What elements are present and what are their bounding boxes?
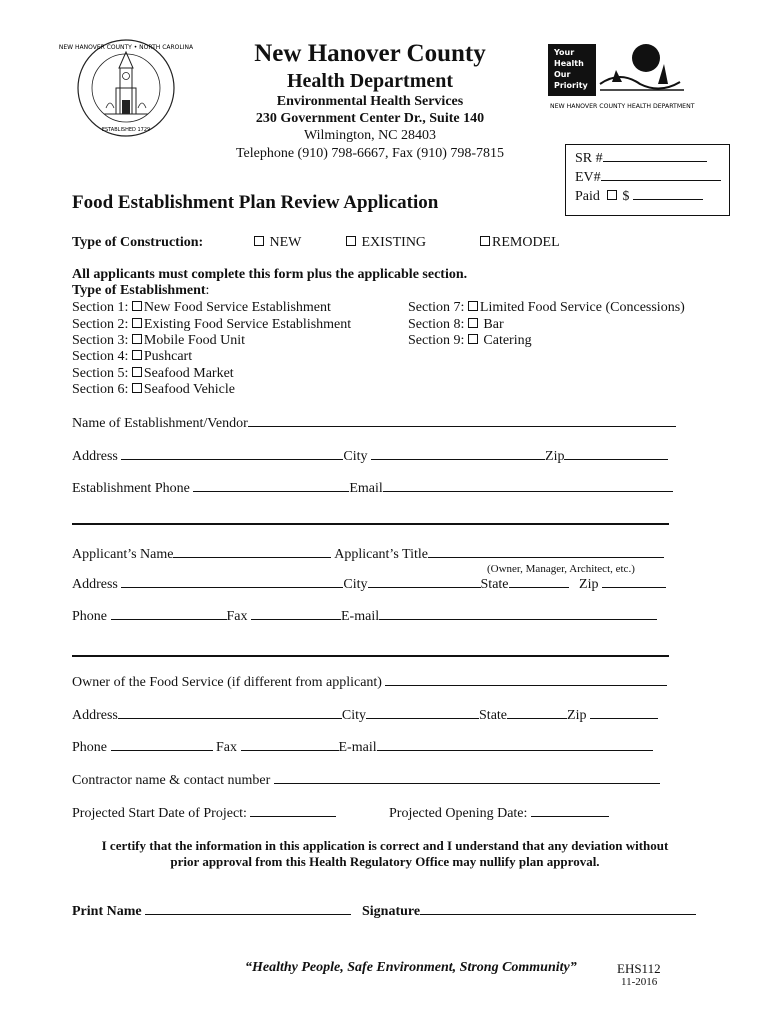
construction-existing-option[interactable]: [346, 235, 426, 251]
division-title: Environmental Health Services: [276, 94, 464, 109]
email-label: E-mail: [338, 740, 377, 755]
signature-label: Signature: [362, 904, 421, 919]
section-name: Catering: [483, 333, 532, 348]
sr-field[interactable]: [575, 150, 707, 167]
phone-label: Phone: [72, 609, 107, 624]
construction-remodel-label: REMODEL: [492, 235, 560, 250]
paid-field[interactable]: [575, 188, 703, 205]
section-option[interactable]: [72, 366, 234, 382]
instructions: All applicants must complete this form plus the applicable section.: [72, 267, 468, 282]
establishment-address-row[interactable]: [72, 448, 668, 465]
section-checkbox[interactable]: [468, 301, 478, 311]
section-option[interactable]: [408, 300, 685, 316]
section-divider: [72, 523, 669, 525]
section-option[interactable]: [408, 333, 532, 349]
fax-label: Fax: [216, 740, 237, 755]
city-label: City: [343, 577, 368, 592]
establishment-name-field[interactable]: [72, 415, 676, 432]
logo-caption: NEW HANOVER COUNTY HEALTH DEPARTMENT: [550, 103, 695, 110]
applicant-address-row[interactable]: [72, 576, 666, 593]
establishment-type-label: Type of Establishment: [72, 283, 206, 298]
section-name: New Food Service Establishment: [143, 300, 331, 315]
health-dept-logo: [548, 44, 695, 116]
paid-checkbox[interactable]: [607, 190, 617, 200]
certification-line1: I certify that the information in this application is correct and I understand that any deviation without: [101, 838, 669, 853]
applicant-title-label: Applicant’s Title: [334, 547, 428, 562]
opening-date-label: Projected Opening Date:: [389, 806, 528, 821]
opening-date-field[interactable]: [389, 805, 609, 822]
zip-label: Zip: [567, 708, 587, 723]
establishment-name-label: Name of Establishment/Vendor: [72, 416, 248, 431]
certification-line2: prior approval from this Health Regulatory Office may nullify plan approval.: [170, 854, 600, 869]
applicant-title-hint: (Owner, Manager, Architect, etc.): [487, 563, 635, 575]
section-option[interactable]: [72, 382, 235, 398]
footer-slogan: “Healthy People, Safe Environment, Strong Community”: [245, 960, 577, 975]
construction-new-option[interactable]: [254, 235, 301, 251]
address-label: Address: [72, 577, 118, 592]
owner-contact-row[interactable]: [72, 739, 653, 756]
contractor-field[interactable]: [72, 772, 660, 789]
ev-field[interactable]: [575, 169, 721, 186]
section-label: Section 1:: [72, 300, 129, 315]
county-title: New Hanover County: [254, 40, 486, 67]
section-label: Section 6:: [72, 382, 129, 397]
owner-label: Owner of the Food Service (if different from applicant): [72, 675, 382, 690]
section-option[interactable]: [408, 317, 504, 333]
owner-name-field[interactable]: [72, 674, 667, 691]
office-use-box: [565, 144, 730, 216]
address-label: Address: [72, 708, 118, 723]
section-label: Section 3:: [72, 333, 129, 348]
section-name: Seafood Vehicle: [143, 382, 235, 397]
section-option[interactable]: [72, 333, 245, 349]
section-checkbox[interactable]: [468, 334, 478, 344]
fax-label: Fax: [226, 609, 248, 624]
form-title: Food Establishment Plan Review Application: [72, 192, 439, 213]
phone-label: Phone: [72, 740, 107, 755]
applicant-name-row[interactable]: [72, 546, 664, 563]
section-label: Section 4:: [72, 349, 129, 364]
construction-new-label: NEW: [269, 235, 302, 250]
logo-line3: Our: [554, 70, 571, 79]
construction-existing-checkbox[interactable]: [346, 236, 356, 246]
owner-address-row[interactable]: [72, 707, 658, 724]
section-checkbox[interactable]: [132, 301, 142, 311]
section-checkbox[interactable]: [468, 318, 478, 328]
signature-field[interactable]: [362, 903, 696, 920]
section-name: Limited Food Service (Concessions): [479, 300, 685, 315]
section-name: Pushcart: [143, 349, 193, 364]
applicant-contact-row[interactable]: [72, 608, 657, 625]
state-label: State: [480, 577, 509, 592]
establishment-contact-row[interactable]: [72, 480, 673, 497]
section-name: Existing Food Service Establishment: [143, 317, 352, 332]
applicant-name-label: Applicant’s Name: [72, 547, 174, 562]
print-name-label: Print Name: [72, 904, 142, 919]
contractor-label: Contractor name & contact number: [72, 773, 271, 788]
state-label: State: [479, 708, 508, 723]
email-label: Email: [349, 481, 383, 496]
construction-existing-label: EXISTING: [361, 235, 427, 250]
form-code: EHS112: [617, 961, 661, 976]
section-label: Section 8:: [408, 317, 465, 332]
address-label: Address: [72, 449, 118, 464]
section-label: Section 2:: [72, 317, 129, 332]
section-label: Section 7:: [408, 300, 465, 315]
section-option[interactable]: [72, 317, 351, 333]
zip-label: Zip: [545, 449, 565, 464]
section-option[interactable]: [72, 300, 331, 316]
paid-label: Paid: [575, 189, 600, 204]
section-name: Mobile Food Unit: [143, 333, 246, 348]
construction-remodel-option[interactable]: [480, 235, 560, 251]
header-address: 230 Government Center Dr., Suite 140: [255, 111, 485, 126]
city-label: City: [341, 708, 367, 723]
section-label: Section 9:: [408, 333, 465, 348]
section-checkbox[interactable]: [132, 350, 142, 360]
start-date-label: Projected Start Date of Project:: [72, 806, 247, 821]
section-checkbox[interactable]: [132, 334, 142, 344]
ev-label: EV#: [575, 170, 601, 185]
section-checkbox[interactable]: [132, 318, 142, 328]
section-label: Section 5:: [72, 366, 129, 381]
section-divider: [72, 655, 669, 657]
start-date-field[interactable]: [72, 805, 336, 822]
form-revision: 11-2016: [621, 976, 658, 988]
zip-label: Zip: [579, 577, 599, 592]
header-city-line: Wilmington, NC 28403: [303, 128, 437, 143]
logo-line1: Your: [554, 48, 575, 57]
logo-line2: Health: [554, 59, 584, 68]
section-name: Bar: [483, 317, 504, 332]
section-checkbox[interactable]: [132, 367, 142, 377]
logo-line4: Priority: [554, 81, 588, 90]
department-title: Health Department: [286, 70, 454, 92]
email-label: E-mail: [341, 609, 380, 624]
construction-label: Type of Construction:: [72, 235, 204, 250]
print-name-field[interactable]: [72, 903, 351, 920]
seal-established-text: ESTABLISHED 1729: [101, 127, 151, 133]
header-phone-line: Telephone (910) 798-6667, Fax (910) 798-7815: [235, 146, 505, 161]
city-label: City: [343, 449, 368, 464]
construction-remodel-checkbox[interactable]: [480, 236, 490, 246]
seal-ring-text: NEW HANOVER COUNTY • NORTH CAROLINA: [58, 44, 194, 51]
sr-label: SR #: [575, 151, 603, 166]
construction-new-checkbox[interactable]: [254, 236, 264, 246]
section-option[interactable]: [72, 349, 192, 365]
dollar-sign: $: [622, 189, 630, 204]
section-name: Seafood Market: [143, 366, 234, 381]
establishment-phone-label: Establishment Phone: [72, 481, 190, 496]
section-checkbox[interactable]: [132, 383, 142, 393]
